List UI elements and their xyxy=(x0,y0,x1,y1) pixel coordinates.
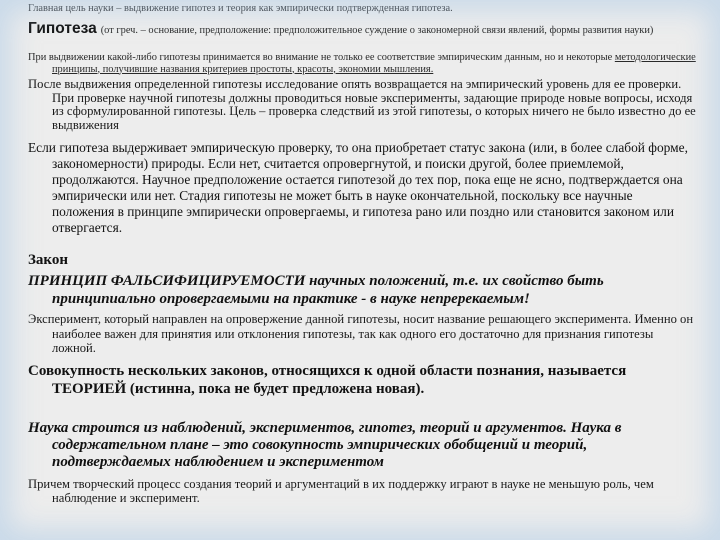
hypothesis-definition xyxy=(28,22,698,38)
verification-paragraph: После выдвижения определенной гипотезы исследование опять возвращается на эмпирический уровень для ее проверки. При проверке научной гипотезы должны проводиться новые эксперименты, задающие природе новые вопросы, исходя из сформулированной гипотезы. Цель – проверка следствий из этой гипотезы, о которых ничего не было известно до ее выдвижения xyxy=(28,77,696,132)
falsifiability-principle: ПРИНЦИП ФАЛЬСИФИЦИРУЕМОСТИ научных положений, т.е. их свойство быть принципиально опровергаемыми на практике - в науке непререкаемым! xyxy=(28,273,604,307)
criteria-underlined: методологические принципы, получившие названия критериев простоты, красоты, экономии мышления. xyxy=(52,52,696,75)
criteria-text: При выдвижении какой-либо гипотезы принимается во внимание не только ее соответствие эмпирическим данным, но и некоторые xyxy=(28,52,615,63)
creative-process-paragraph: Причем творческий процесс создания теорий и аргументаций в их поддержку играют в науке не меньшую роль, чем наблюдение и эксперимент. xyxy=(28,477,654,505)
criteria-paragraph xyxy=(28,52,698,75)
intro-line: Главная цель науки – выдвижение гипотез и теория как эмпирически подтвержденная гипотеза. xyxy=(28,3,453,14)
hypothesis-definition-text: (от греч. – основание, предположение: предположительное суждение о закономерной связи явлений, формы развития науки) xyxy=(100,25,654,36)
theory-definition: Совокупность нескольких законов, относящихся к одной области познания, называется ТЕОРИЕЙ (истинна, пока не будет предложена новая). xyxy=(28,363,627,397)
law-heading: Закон xyxy=(28,252,69,268)
hypothesis-term: Гипотеза xyxy=(28,20,97,37)
law-status-paragraph: Если гипотеза выдерживает эмпирическую проверку, то она приобретает статус закона (или, в более слабой форме, закономерности) природы. Если нет, считается опровергнутой, и поиски другой, более приемлемой, продолжаются. Научное предположение остается гипотезой до тех пор, пока еще не ясно, подтверждается она эмпирически или нет. Стадия гипотезы не может быть в науке окончательной, поскольку все научные положения в принципе эмпирически опровергаемы, и гипотеза рано или поздно или становится законом или отвергается. xyxy=(28,140,688,235)
decisive-experiment-paragraph: Эксперимент, который направлен на опровержение данной гипотезы, носит название решающего эксперимента. Именно он наиболее важен для принятия или отклонения гипотезы, так как одного его достаточно для признания гипотезы ложной. xyxy=(28,312,694,355)
science-structure-paragraph: Наука строится из наблюдений, экспериментов, гипотез, теорий и аргументов. Наука в содержательном плане – это совокупность эмпирических обобщений и теорий, подтверждаемых наблюдением и экспериментом xyxy=(28,420,622,470)
